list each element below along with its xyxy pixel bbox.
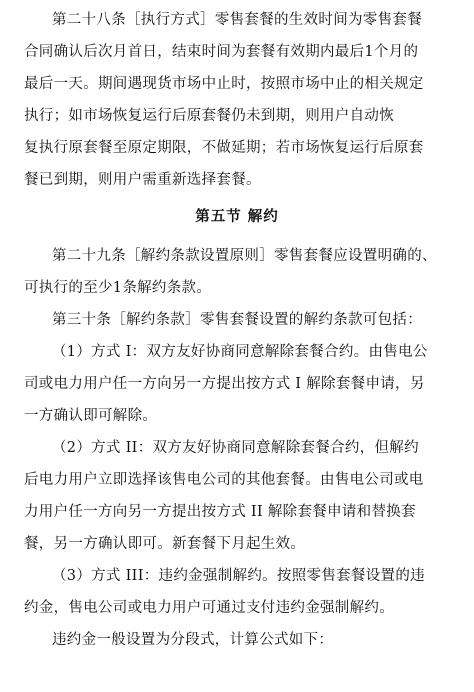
- method-2-line-1: （2）方式 II：双方友好协商同意解除套餐合约，但解约: [52, 440, 419, 456]
- article-29-line-2: 可执行的至少1条解约条款。: [24, 280, 212, 296]
- article-28-line-3: 最后一天。期间遇现货市场中止时，按照市场中止的相关规定: [24, 76, 424, 92]
- method-2-line-3: 力用户任一方向另一方提出按方式 II 解除套餐申请和替换套: [24, 504, 416, 520]
- method-3-line-2: 约金，售电公司或电力用户可通过支付违约金强制解约。: [24, 600, 394, 616]
- section-heading: 第五节 解约: [195, 209, 279, 225]
- article-29-line-1: 第二十九条［解约条款设置原则］零售套餐应设置明确的、: [52, 248, 437, 264]
- article-28-line-6: 餐已到期，则用户需重新选择套餐。: [24, 172, 261, 188]
- article-28-line-4: 执行；如市场恢复运行后原套餐仍未到期，则用户自动恢: [24, 108, 394, 124]
- method-2-line-2: 后电力用户立即选择该售电公司的其他套餐。由售电公司或电: [24, 472, 424, 488]
- article-28-line-1: 第二十八条［执行方式］零售套餐的生效时间为零售套餐: [52, 12, 422, 28]
- penalty-formula-intro: 违约金一般设置为分段式，计算公式如下：: [52, 632, 334, 648]
- article-30-line-1: 第三十条［解约条款］零售套餐设置的解约条款可包括：: [52, 312, 422, 328]
- article-28-line-5: 复执行原套餐至原定期限，不做延期；若市场恢复运行后原套: [24, 140, 424, 156]
- article-28-line-2: 合同确认后次月首日，结束时间为套餐有效期内最后1个月的: [24, 44, 419, 60]
- method-1-line-1: （1）方式 I：双方友好协商同意解除套餐合约。由售电公: [52, 344, 428, 360]
- method-1-line-2: 司或电力用户任一方向另一方提出按方式 I 解除套餐申请，另: [24, 376, 425, 392]
- method-1-line-3: 一方确认即可解除。: [24, 408, 158, 424]
- method-3-line-1: （3）方式 III：违约金强制解约。按照零售套餐设置的违: [52, 568, 425, 584]
- method-2-line-4: 餐，另一方确认即可。新套餐下月起生效。: [24, 536, 306, 552]
